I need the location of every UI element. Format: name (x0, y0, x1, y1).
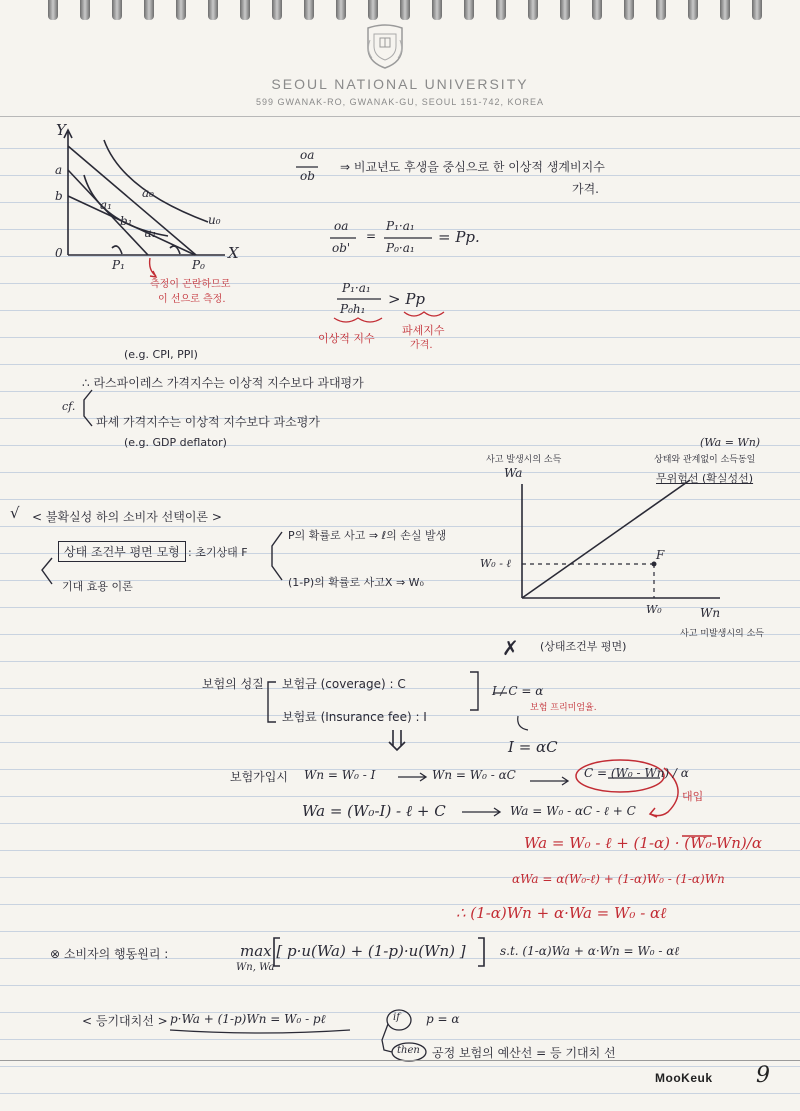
section-check-mark: √ (10, 504, 20, 522)
page-number: 9 (756, 1063, 770, 1088)
budget-line-2 (68, 170, 148, 255)
budget-line-1 (68, 146, 196, 255)
graph2-y-var: Wa (504, 466, 523, 480)
label-ideal-index: 이상적 지수 (318, 332, 375, 345)
iso-condition: p = α (426, 1012, 460, 1026)
graph1-note-line1: 측정이 곤란하므로 (150, 279, 231, 290)
expected-utility: 기대 효용 이론 (62, 580, 133, 593)
graph1-origin: 0 (55, 246, 63, 260)
graph1-label-u0: u₀ (208, 213, 221, 227)
eq-price-lhs-num: oa (334, 219, 349, 233)
eq-price-lhs-den: ob' (332, 241, 351, 255)
premium-rate: 보험 프리미엄율. (530, 703, 597, 713)
initial-state: : 초기상태 F (188, 546, 248, 559)
eq3: Wa = W₀ - ℓ + (1-α) · (W₀-Wn)/α (524, 834, 762, 852)
section-title: < 불확실성 하의 소비자 선택이론 > (32, 510, 222, 524)
behavior-constraint: s.t. (1-α)Wa + α·Wn = W₀ - αℓ (500, 944, 680, 958)
footer-rule (0, 1060, 800, 1061)
iso-then: then (397, 1045, 420, 1056)
eq4: αWa = α(W₀-ℓ) + (1-α)W₀ - (1-α)Wn (512, 872, 725, 886)
behavior-max-sub: Wn, Wa (236, 962, 275, 973)
indifference-curve-u0 (104, 140, 208, 222)
behavior-max: max [ p·u(Wa) + (1-p)·u(Wn) ] (240, 942, 466, 960)
university-address: 599 GWANAK-RO, GWANAK-GU, SEOUL 151-742, KOREA (255, 97, 545, 107)
graph2-y-title: 사고 발생시의 소득 (486, 455, 562, 465)
graph1-y-label: Y (56, 121, 66, 139)
eq1c: C = (W₀ - Wn) / α (584, 766, 689, 780)
cf-label: cf. (62, 400, 76, 413)
graph1-label-a: a (55, 163, 63, 177)
eg-cpi: (e.g. CPI, PPI) (124, 348, 198, 361)
laspeyres-statement: ∴ 라스파이레스 가격지수는 이상적 지수보다 과대평가 (82, 376, 364, 390)
eq-price-mid-num: P₁·a₁ (386, 219, 415, 233)
eq2a: Wa = (W₀-I) - ℓ + C (302, 802, 446, 820)
ineq-num: P₁·a₁ (342, 281, 371, 295)
graph1-label-b: b (55, 189, 63, 203)
graph1-label-b1: b₁ (120, 214, 133, 228)
ideal-cost-index-text-2: 가격. (572, 182, 599, 196)
graph1-label-u1: u₁ (144, 226, 157, 240)
university-seal-icon (360, 20, 410, 70)
notebook-page: SEOUL NATIONAL UNIVERSITY 599 GWANAK-RO, GWANAK-GU, SEOUL 151-742, KOREA Y X 0 a b a₀ a₁ b₁ u₀ u₁ P₁ P₀ 측정이 곤란하므로 이 선으로 측정. oa ob ⇒ 비교년도 후생을 중심으로 한 이상적 생계비지수 가격. oa ob' = P₁·a₁ P₀·a₁ = Pp. P₁·a₁ P₀h₁ > Pp 이상적 지수 파셰지수 가격. (e.g. CPI, PPI) ∴ 라스파이레스 가격지수는 이상적 지수보다 과대평가 cf. 파셰 가격지수는 이상적 지수보다 과소평가 (e.g. GDP deflator) 사고 발생시의 소득 Wa Wn 사고 미발생시의 소득 (Wa = Wn) 상태와 관계없이 소득동일 무위험선 (확실성선) W₀ - ℓ W₀ F ✗ (상태조건부 평면) √ < 불확실성 하의 소비자 선택이론 > 상태 조건부 평면 모형 : 초기상태 F 기대 효용 이론 P의 확률로 사고 ⇒ ℓ의 손실 발생 (1-P)의 확률로 사고X ⇒ W₀ 보험의 성질 보험금 (coverage) : C 보험료 (Insurance fee) : I I / C = α 보험 프리미엄율. I = αC 보험가입시 Wn = W₀ - I Wn = W₀ - αC C = (W₀ - Wn) / α 대입 Wa = (W₀-I) - ℓ + C Wa = W₀ - αC - ℓ + C Wa = W₀ - ℓ + (1-α) · (W₀-Wn)/α αWa = α(W₀-ℓ) + (1-α)W₀ - (1-α)Wn ∴ (1-α)Wn + α·Wa = W₀ - αℓ ⊗ 소비자의 행동원리 : max [ p·u(Wa) + (1-p)·u(Wn) ] Wn, Wa s.t. (1-α)Wa + α·Wn = W₀ - αℓ < 등기대치선 > p·Wa + (1-p)Wn = W₀ - pℓ if p = α then 공정 보험의 예산선 = 등 기대치 선 MooKeuk 9 (0, 0, 800, 1111)
graph2-condition-desc: 상태와 관계없이 소득동일 (654, 455, 756, 465)
graph2-x-var: Wn (700, 606, 721, 620)
behavior-principle: ⊗ 소비자의 행동원리 : (50, 947, 169, 961)
eq2b: Wa = W₀ - αC - ℓ + C (510, 804, 636, 818)
university-name: SEOUL NATIONAL UNIVERSITY (271, 76, 529, 92)
insurance-coverage: 보험금 (coverage) : C (282, 677, 406, 691)
footer-brand: MooKeuk (655, 1071, 713, 1085)
branch-no-accident: (1-P)의 확률로 사고X ⇒ W₀ (288, 576, 424, 589)
graph2-wl-label: W₀ - ℓ (480, 557, 512, 570)
graph1-label-a1: a₁ (100, 198, 112, 212)
graph2-w0-label: W₀ (646, 603, 662, 616)
certainty-line-label: 무위험선 (확실성선) (656, 472, 754, 485)
insurance-fee: 보험료 (Insurance fee) : I (282, 710, 427, 724)
label-paasche-2: 가격. (410, 340, 433, 351)
ideal-cost-index-text: ⇒ 비교년도 후생을 중심으로 한 이상적 생계비지수 (340, 160, 605, 174)
eq1b: Wn = W₀ - αC (432, 768, 516, 782)
ineq-den: P₀h₁ (340, 302, 366, 316)
graph1-label-p0: P₀ (192, 258, 205, 272)
graph1-label-a0: a₀ (142, 186, 154, 200)
graph2-caption: (상태조건부 평면) (540, 640, 627, 653)
insurance-nature: 보험의 성질 (202, 677, 264, 691)
substitute-label: 대입 (682, 790, 704, 803)
graph1-label-p1: P₁ (112, 258, 125, 272)
eq1a: Wn = W₀ - I (304, 768, 376, 782)
ratio-i-over-c: I / C = α (492, 684, 544, 698)
insurance-join: 보험가입시 (230, 770, 288, 784)
certainty-line (522, 480, 690, 598)
iso-equation: p·Wa + (1-p)Wn = W₀ - pℓ (170, 1012, 326, 1026)
paasche-statement: 파셰 가격지수는 이상적 지수보다 과소평가 (96, 415, 320, 429)
eg-gdp: (e.g. GDP deflator) (124, 436, 227, 449)
ineq-op: > Pp (388, 290, 426, 308)
frac-ob-den: ob (300, 169, 315, 183)
iso-label: < 등기대치선 > (82, 1014, 168, 1028)
graph1-x-label: X (228, 244, 239, 262)
branch-accident: P의 확률로 사고 ⇒ ℓ의 손실 발생 (288, 529, 447, 542)
eq-price-rhs: = Pp. (438, 228, 480, 246)
graph1-note-line2: 이 선으로 측정. (158, 294, 226, 305)
frac-oa-num: oa (300, 148, 315, 162)
state-model-box: 상태 조건부 평면 모형 (58, 541, 186, 562)
graph2-condition: (Wa = Wn) (700, 436, 761, 449)
note-arrow (150, 258, 156, 276)
i-equals-alpha-c: I = αC (508, 738, 558, 756)
label-paasche-1: 파셰지수 (402, 324, 445, 337)
graph2-x-title: 사고 미발생시의 소득 (680, 629, 764, 639)
header-rule (0, 116, 800, 117)
binder-rings (0, 0, 800, 22)
eq-price-mid-den: P₀·a₁ (386, 241, 415, 255)
iso-result: 공정 보험의 예산선 = 등 기대치 선 (432, 1046, 616, 1060)
graph2-point-f: F (656, 548, 665, 562)
eq5: ∴ (1-α)Wn + α·Wa = W₀ - αℓ (456, 904, 667, 922)
iso-if: if (393, 1012, 400, 1023)
